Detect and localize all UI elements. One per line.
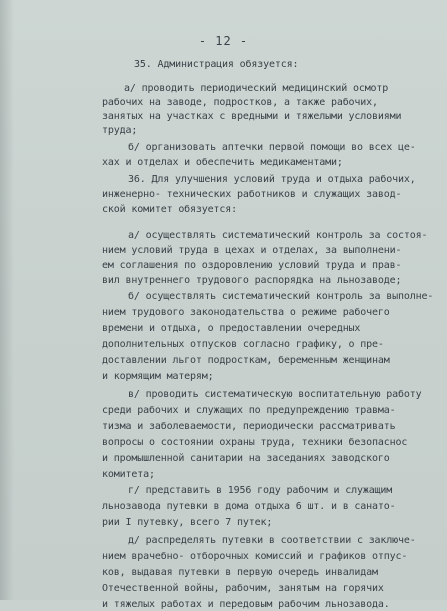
- text-line: рии I путевку, всего 7 путек;: [102, 517, 273, 528]
- text-line: 36. Для улучшения условий труда и отдыха рабочих,: [128, 174, 416, 185]
- text-line: Отечественной войны, рабочим, занятым на горячих: [102, 583, 384, 594]
- text-line: а/ осуществлять систематический контроль за состоя-: [128, 230, 428, 241]
- text-line: труда;: [102, 125, 138, 136]
- text-line: времени и отдыха, о предоставлении очередных: [102, 323, 361, 334]
- text-line: ской комитет обязуется:: [102, 204, 238, 215]
- text-line: 35. Администрация обязуется:: [134, 59, 299, 70]
- text-line: в/ проводить систематическую воспитательную работу: [128, 389, 422, 400]
- page-edge-shadow: [0, 0, 14, 600]
- text-line: инженерно- технических работников и служащих завод-: [102, 189, 402, 200]
- text-line: дополнительных отпусков согласно графику, о пре-: [102, 339, 384, 350]
- text-line: нием условий труда в цехах и отделах, за выполнени-: [102, 245, 402, 256]
- text-line: и промышленной санитарии на заседаниях заводского: [102, 453, 390, 464]
- text-line: нием врачебно- отборочных комиссий и графиков отпус-: [102, 551, 408, 562]
- text-line: льнозавода путевки в дома отдыха 6 шт. и в санато-: [102, 501, 396, 512]
- text-line: д/ распределять путевки в соответствии с заключе-: [128, 535, 416, 546]
- text-line: доставлении льгот подросткам, беременным женщинам: [102, 355, 390, 366]
- text-line: тизма и заболеваемости, периодически рассматривать: [102, 421, 396, 432]
- text-line: и тяжелых работах и передовым рабочим льнозавода.: [102, 599, 390, 610]
- text-line: б/ организовать аптечки первой помощи во всех це-: [128, 142, 416, 153]
- text-line: нием трудового законодательства о режиме рабочего: [102, 307, 390, 318]
- text-line: и кормящим матерям;: [102, 371, 214, 382]
- text-line: вопросы о состоянии охраны труда, техники безопаснос: [102, 437, 408, 448]
- text-line: комитета;: [102, 469, 155, 480]
- text-line: вил внутреннего трудового распорядка на льнозаводе;: [102, 275, 402, 286]
- text-line: а/ проводить периодический медицинский осмотр: [124, 83, 389, 94]
- text-line: среди рабочих и служащих по предупреждению травма-: [102, 405, 396, 416]
- text-line: г/ представить в 1956 году рабочим и служащим: [128, 485, 393, 496]
- text-line: хах и отделах и обеспечить медикаментами;: [102, 157, 343, 168]
- text-line: б/ осуществлять систематический контроль за выполне-: [128, 291, 434, 302]
- text-line: занятых на участках с вредными и тяжелыми условиями: [102, 111, 402, 122]
- text-line: ков, выдавая путевки в первую очередь инвалидам: [102, 567, 378, 578]
- page-number: - 12 -: [198, 34, 249, 48]
- text-line: рабочих на заводе, подростков, а также рабочих,: [102, 97, 378, 108]
- text-line: ем соглашения по оздоровлению условий труда и прав-: [102, 260, 402, 271]
